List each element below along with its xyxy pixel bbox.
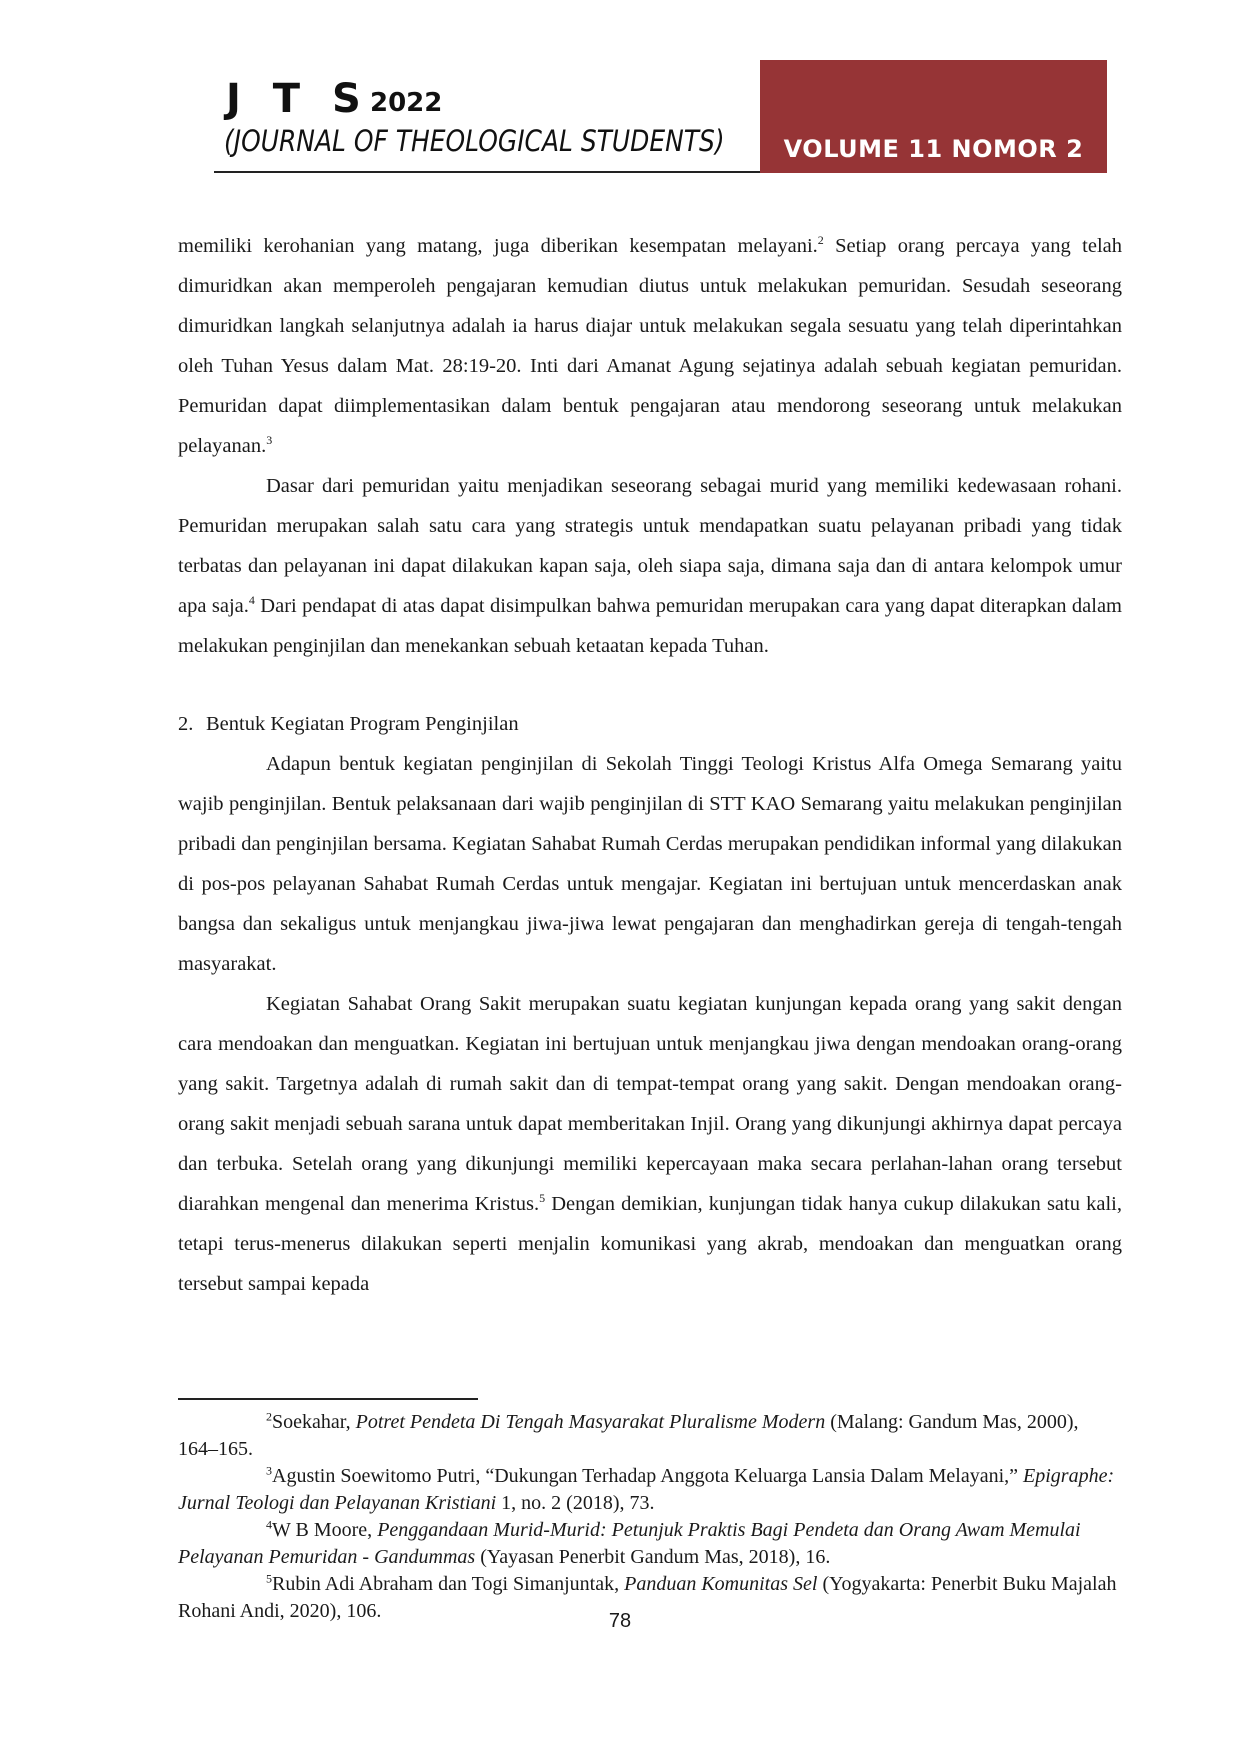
- footnote-text: W B Moore,: [272, 1519, 378, 1541]
- paragraph-text: Kegiatan Sahabat Orang Sakit merupakan suatu kegiatan kunjungan kepada orang yang sakit dengan cara mendoakan dan menguatkan. Kegiatan ini bertujuan untuk menjangkau jiwa dengan mendoakan orang-orang yang sakit. Targetnya adalah di rumah sakit dan di tempat-tempat orang yang sakit. Dengan mendoakan orang-orang sakit menjadi sebuah sarana untuk dapat memberitakan Injil. Orang yang dikunjungi akhirnya dapat percaya dan terbuka. Setelah orang yang dikunjungi memiliki kepercayaan maka secara perlahan-lahan orang tersebut diarahkan mengenal dan menerima Kristus.: [178, 993, 1122, 1215]
- header-rule: [214, 171, 760, 173]
- paragraph-2: [178, 466, 1122, 666]
- page-number: 78: [608, 1610, 632, 1632]
- footnote: [178, 1517, 1122, 1571]
- footnote-title: Penggandaan Murid-Murid: Petunjuk Praktis Bagi Pendeta dan Orang Awam Memulai Pelayanan Pemuridan - Gandummas: [178, 1519, 1081, 1568]
- footnote-ref[interactable]: 5: [539, 1191, 546, 1206]
- footnote-ref[interactable]: 4: [248, 593, 255, 608]
- footnote-text: Agustin Soewitomo Putri, “Dukungan Terhadap Anggota Keluarga Lansia Dalam Melayani,”: [272, 1465, 1024, 1487]
- footnote-text: (Malang: Gandum Mas, 2000), 164–165.: [178, 1411, 1079, 1460]
- footnote-number: 5: [266, 1571, 272, 1586]
- journal-full-title: (JOURNAL OF THEOLOGICAL STUDENTS): [224, 124, 725, 158]
- paragraph-text: Dengan demikian, kunjungan tidak hanya cukup dilakukan satu kali, tetapi terus-menerus dilakukan seperti menjalin komunikasi yang akrab, mendoakan dan menguatkan orang tersebut sampai kepada: [178, 1193, 1123, 1295]
- paragraph-text: Dari pendapat di atas dapat disimpulkan bahwa pemuridan merupakan cara yang dapat diterapkan dalam melakukan penginjilan dan menekankan sebuah ketaatan kepada Tuhan.: [178, 595, 1122, 657]
- footnote-text: Soekahar,: [272, 1411, 356, 1433]
- footnote-title: Panduan Komunitas Sel: [624, 1573, 818, 1595]
- footnote-ref[interactable]: 2: [817, 233, 824, 248]
- footnote: [178, 1409, 1122, 1463]
- footnote-separator: [178, 1398, 478, 1400]
- article-body: [178, 226, 1122, 1304]
- footnote-text: (Yayasan Penerbit Gandum Mas, 2018), 16.: [475, 1546, 831, 1568]
- footnote: [178, 1463, 1122, 1517]
- journal-abbreviation: J T S: [226, 76, 370, 122]
- journal-year: 2022: [370, 88, 443, 118]
- footnote-text: (Yogyakarta: Penerbit Buku Majalah Rohani Andi, 2020), 106.: [178, 1573, 1117, 1622]
- paragraph-text: Setiap orang percaya yang telah dimuridkan akan memperoleh pengajaran kemudian diutus untuk melakukan pemuridan. Sesudah seseorang dimuridkan langkah selanjutnya adalah ia harus diajar untuk melakukan segala sesuatu yang telah diperintahkan oleh Tuhan Yesus dalam Mat. 28:19-20. Inti dari Amanat Agung sejatinya adalah sebuah kegiatan pemuridan. Pemuridan dapat diimplementasikan dalam bentuk pengajaran atau mendorong seseorang untuk melakukan pelayanan.: [178, 235, 1122, 457]
- paragraph-4: [178, 984, 1122, 1304]
- section-title: Bentuk Kegiatan Program Penginjilan: [206, 713, 519, 735]
- paragraph-text: Dasar dari pemuridan yaitu menjadikan seseorang sebagai murid yang memiliki kedewasaan rohani. Pemuridan merupakan salah satu cara yang strategis untuk mendapatkan suatu pelayanan pribadi yang tidak terbatas dan pelayanan ini dapat dilakukan kapan saja, oleh siapa saja, dimana saja dan di antara kelompok umur apa saja.: [178, 475, 1122, 617]
- paragraph-text: memiliki kerohanian yang matang, juga diberikan kesempatan melayani.: [178, 235, 818, 257]
- footnote-title: Epigraphe: Jurnal Teologi dan Pelayanan Kristiani: [178, 1465, 1115, 1514]
- section-number: 2.: [178, 713, 194, 735]
- footnote-number: 2: [266, 1409, 272, 1424]
- section-heading: [178, 704, 1122, 744]
- footnote-text: 1, no. 2 (2018), 73.: [496, 1492, 655, 1514]
- footnote-title: Potret Pendeta Di Tengah Masyarakat Pluralisme Modern: [355, 1411, 826, 1433]
- footnote-number: 3: [266, 1463, 272, 1478]
- volume-label: VOLUME 11 NOMOR 2: [783, 135, 1084, 163]
- footnotes: [178, 1409, 1122, 1625]
- footnote-text: Rubin Adi Abraham dan Togi Simanjuntak,: [272, 1573, 625, 1595]
- paragraph-1: [178, 226, 1122, 466]
- footnote-ref[interactable]: 3: [266, 433, 273, 448]
- footnote-number: 4: [266, 1517, 272, 1532]
- paragraph-3: Adapun bentuk kegiatan penginjilan di Sekolah Tinggi Teologi Kristus Alfa Omega Semarang yaitu wajib penginjilan. Bentuk pelaksanaan dari wajib penginjilan di STT KAO Semarang yaitu melakukan penginjilan pribadi dan penginjilan bersama. Kegiatan Sahabat Rumah Cerdas merupakan pendidikan informal yang dilakukan di pos-pos pelayanan Sahabat Rumah Cerdas untuk mengajar. Kegiatan ini bertujuan untuk mencerdaskan anak bangsa dan sekaligus untuk menjangkau jiwa-jiwa lewat pengajaran dan menghadirkan gereja di tengah-tengah masyarakat.: [178, 753, 1122, 975]
